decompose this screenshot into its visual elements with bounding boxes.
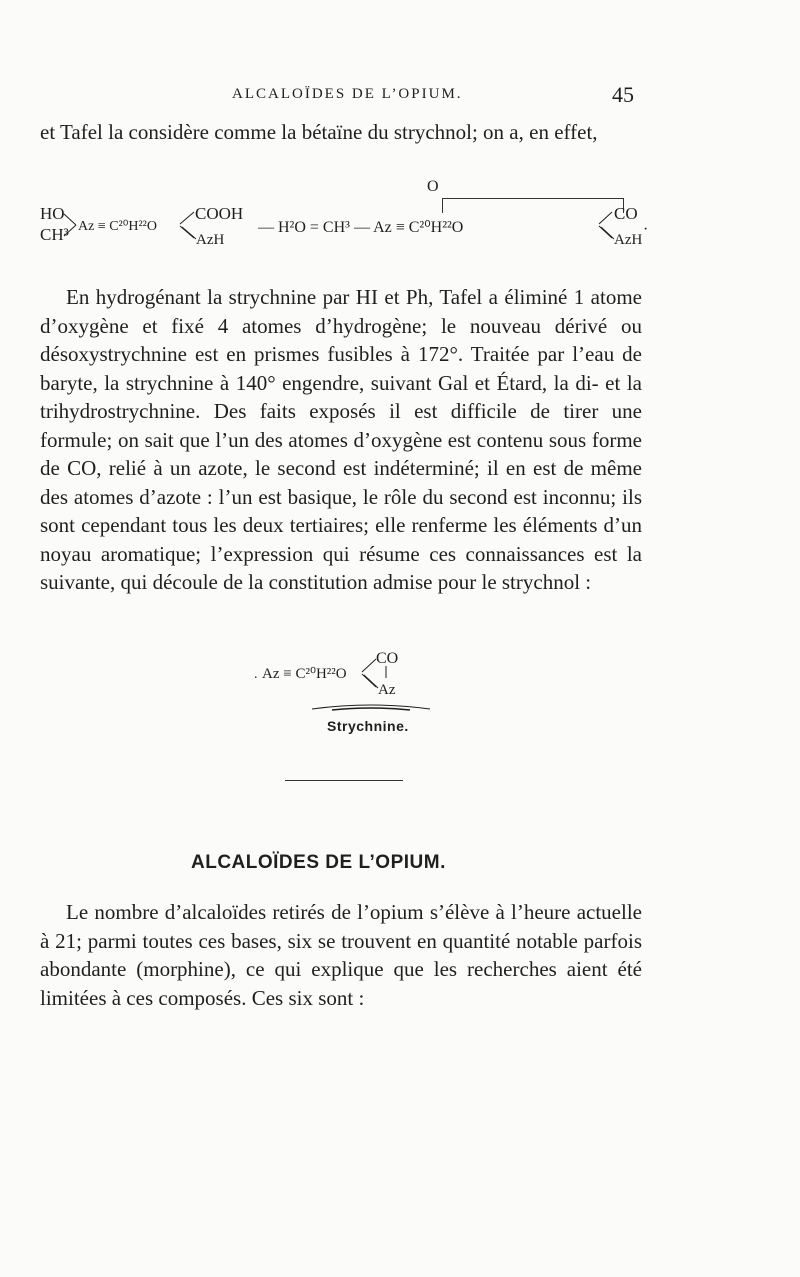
formula-strychnine — [254, 650, 442, 705]
formula-text-azh-1: AzH — [196, 232, 225, 248]
formula-text-azh-2: AzH — [614, 232, 643, 248]
formula-strychnine-drawing — [254, 650, 442, 700]
running-title: ALCALOÏDES DE L’OPIUM. — [232, 86, 463, 102]
formula-betaine — [40, 204, 660, 254]
paragraph-opium: Le nombre d’alcaloïdes retirés de l’opium s’élève à l’heure actuelle à 21; parmi toutes ces bases, six se trouvent en quantité notable parfois abondante (morphine), ce qui explique que les recherches aient été limitées à ces composés. Ces six sont : — [40, 900, 642, 1010]
paragraph-hydrogenation: En hydrogénant la strychnine par HI et Ph, Tafel a éliminé 1 atome d’oxygène et fixé 4 atomes d’hydrogène; le nouveau dérivé ou désoxystrychnine est en prismes fusibles à 172°. Traitée par l’eau de baryte, la strychnine à 140° engendre, suivant Gal et Étard, la di- et la trihydrostrychnine. Des faits exposés il est difficile de tirer une formule; on sait que l’un des atomes d’oxygène est contenu sous forme de CO, relié à un azote, le second est indéterminé; il en est de même des atomes d’azote : l’un est basique, le rôle du second est inconnu; ils sont cependant tous les deux tertiaires; elle renferme les éléments d’un noyau aromatique; l’expression qui résume ces connaissances est la suivante, qui découle de la constitution admise pour le strychnol : — [40, 285, 642, 594]
formula-text-cooh: COOH — [195, 204, 244, 223]
formula-text-co: CO — [614, 204, 638, 223]
svg-text:.: . — [254, 667, 258, 682]
strychnine-text-az-2: Az — [378, 682, 396, 698]
formula-text-az-1: Az ≡ C²⁰H²²O — [78, 219, 157, 234]
section-title: ALCALOÏDES DE L’OPIUM. — [191, 852, 446, 873]
section-divider — [285, 780, 403, 781]
formula-text-minus-water: — H²O = CH³ — Az ≡ C²⁰H²²O — [258, 219, 464, 236]
caption-ornament — [312, 703, 430, 713]
strychnine-caption: Strychnine. — [327, 718, 409, 734]
paragraph-betaine: et Tafel la considère comme la bétaïne du strychnol; on a, en effet, — [40, 120, 598, 144]
svg-text:·: · — [643, 221, 649, 238]
formula-bridge-oxygen: O — [427, 178, 439, 195]
strychnine-text-az: Az ≡ C²⁰H²²O — [262, 666, 347, 682]
formula-betaine-drawing — [40, 204, 660, 254]
formula-text-ho: HO — [40, 204, 65, 223]
formula-text-ch3: CH³ — [40, 225, 69, 244]
page-number: 45 — [612, 82, 634, 107]
strychnine-text-co: CO — [376, 650, 399, 667]
